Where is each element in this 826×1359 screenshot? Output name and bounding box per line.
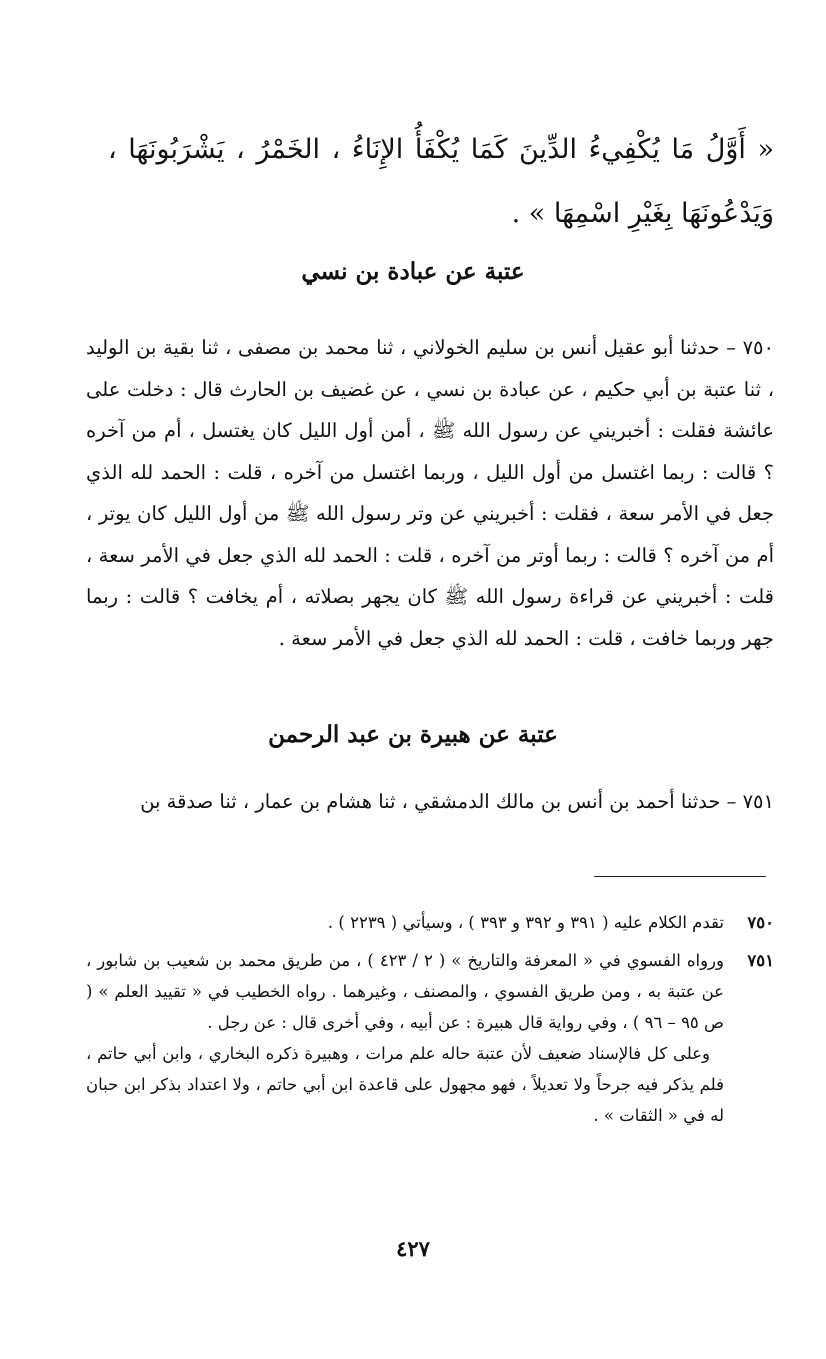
footnote-paragraph: تقدم الكلام عليه ( ٣٩١ و ٣٩٢ و ٣٩٣ ) ، وسيأتي ( ٢٢٣٩ ) . [327, 913, 724, 932]
hadith-751-paragraph: ٧٥١ – حدثنا أحمد بن أنس بن مالك الدمشقي ، ثنا هشام بن عمار ، ثنا صدقة بن [140, 790, 774, 813]
footnote-750 [86, 907, 774, 938]
section-heading-hubayra: عتبة عن هبيرة بن عبد الرحمن [268, 721, 558, 748]
footnote-text [86, 945, 724, 1131]
footnote-divider [594, 876, 766, 877]
section-heading-ubada: عتبة عن عبادة بن نسي [301, 258, 525, 285]
footnote-paragraph: وعلى كل فالإسناد ضعيف لأن عتبة حاله علم مرات ، وهبيرة ذكره البخاري ، وابن أبي حاتم ، فلم يذكر فيه جرحاً ولا تعديلاً ، فهو مجهول على قاعدة ابن أبي حاتم ، ولا اعتداد بذكر ابن حبان له في « الثقات » . [86, 1044, 724, 1125]
footnote-751 [86, 945, 774, 1131]
footnote-text [86, 907, 724, 938]
footnote-number: ٧٥١ [747, 951, 774, 970]
hadith-750-paragraph: ٧٥٠ – حدثنا أبو عقيل أنس بن سليم الخولاني ، ثنا محمد بن مصفى ، ثنا بقية بن الوليد ، ثنا عتبة بن أبي حكيم ، عن عبادة بن نسي ، عن غضيف بن الحارث قال : دخلت على عائشة فقلت : أخبريني عن رسول الله ﷺ ، أمن أول الليل كان يغتسل ، أم من آخره ؟ قالت : ربما اغتسل من أول الليل ، وربما اغتسل من آخره ، قلت : الحمد لله الذي جعل في الأمر سعة ، فقلت : أخبريني عن وتر رسول الله ﷺ من أول الليل كان يوتر ، أم من آخره ؟ قالت : ربما أوتر من آخره ، قلت : الحمد لله الذي جعل في الأمر سعة ، قلت : أخبريني عن قراءة رسول الله ﷺ كان يجهر بصلاته ، أم يخافت ؟ قالت : ربما جهر وربما خافت ، قلت : الحمد لله الذي جعل في الأمر سعة . [86, 336, 774, 650]
footnote-number: ٧٥٠ [747, 913, 774, 932]
hadith-quote: « أَوَّلُ مَا يُكْفِيءُ الدِّينَ كَمَا يُكْفَأُ الإِنَاءُ ، الخَمْرُ ، يَشْرَبُونَهَا ، وَيَدْعُونَهَا بِغَيْرِ اسْمِهَا » . [108, 134, 774, 229]
footnote-paragraph: ورواه الفسوي في « المعرفة والتاريخ » ( ٢ / ٤٢٣ ) ، من طريق محمد بن شعيب بن شابور ، عن عتبة به ، ومن طريق الفسوي ، والمصنف ، وغيرهما . رواه الخطيب في « تقييد العلم » ( ص ٩٥ – ٩٦ ) ، وفي رواية قال هبيرة : عن أبيه ، وفي أخرى قال : عن رجل . [86, 951, 724, 1032]
page-number: ٤٢٧ [396, 1236, 430, 1261]
